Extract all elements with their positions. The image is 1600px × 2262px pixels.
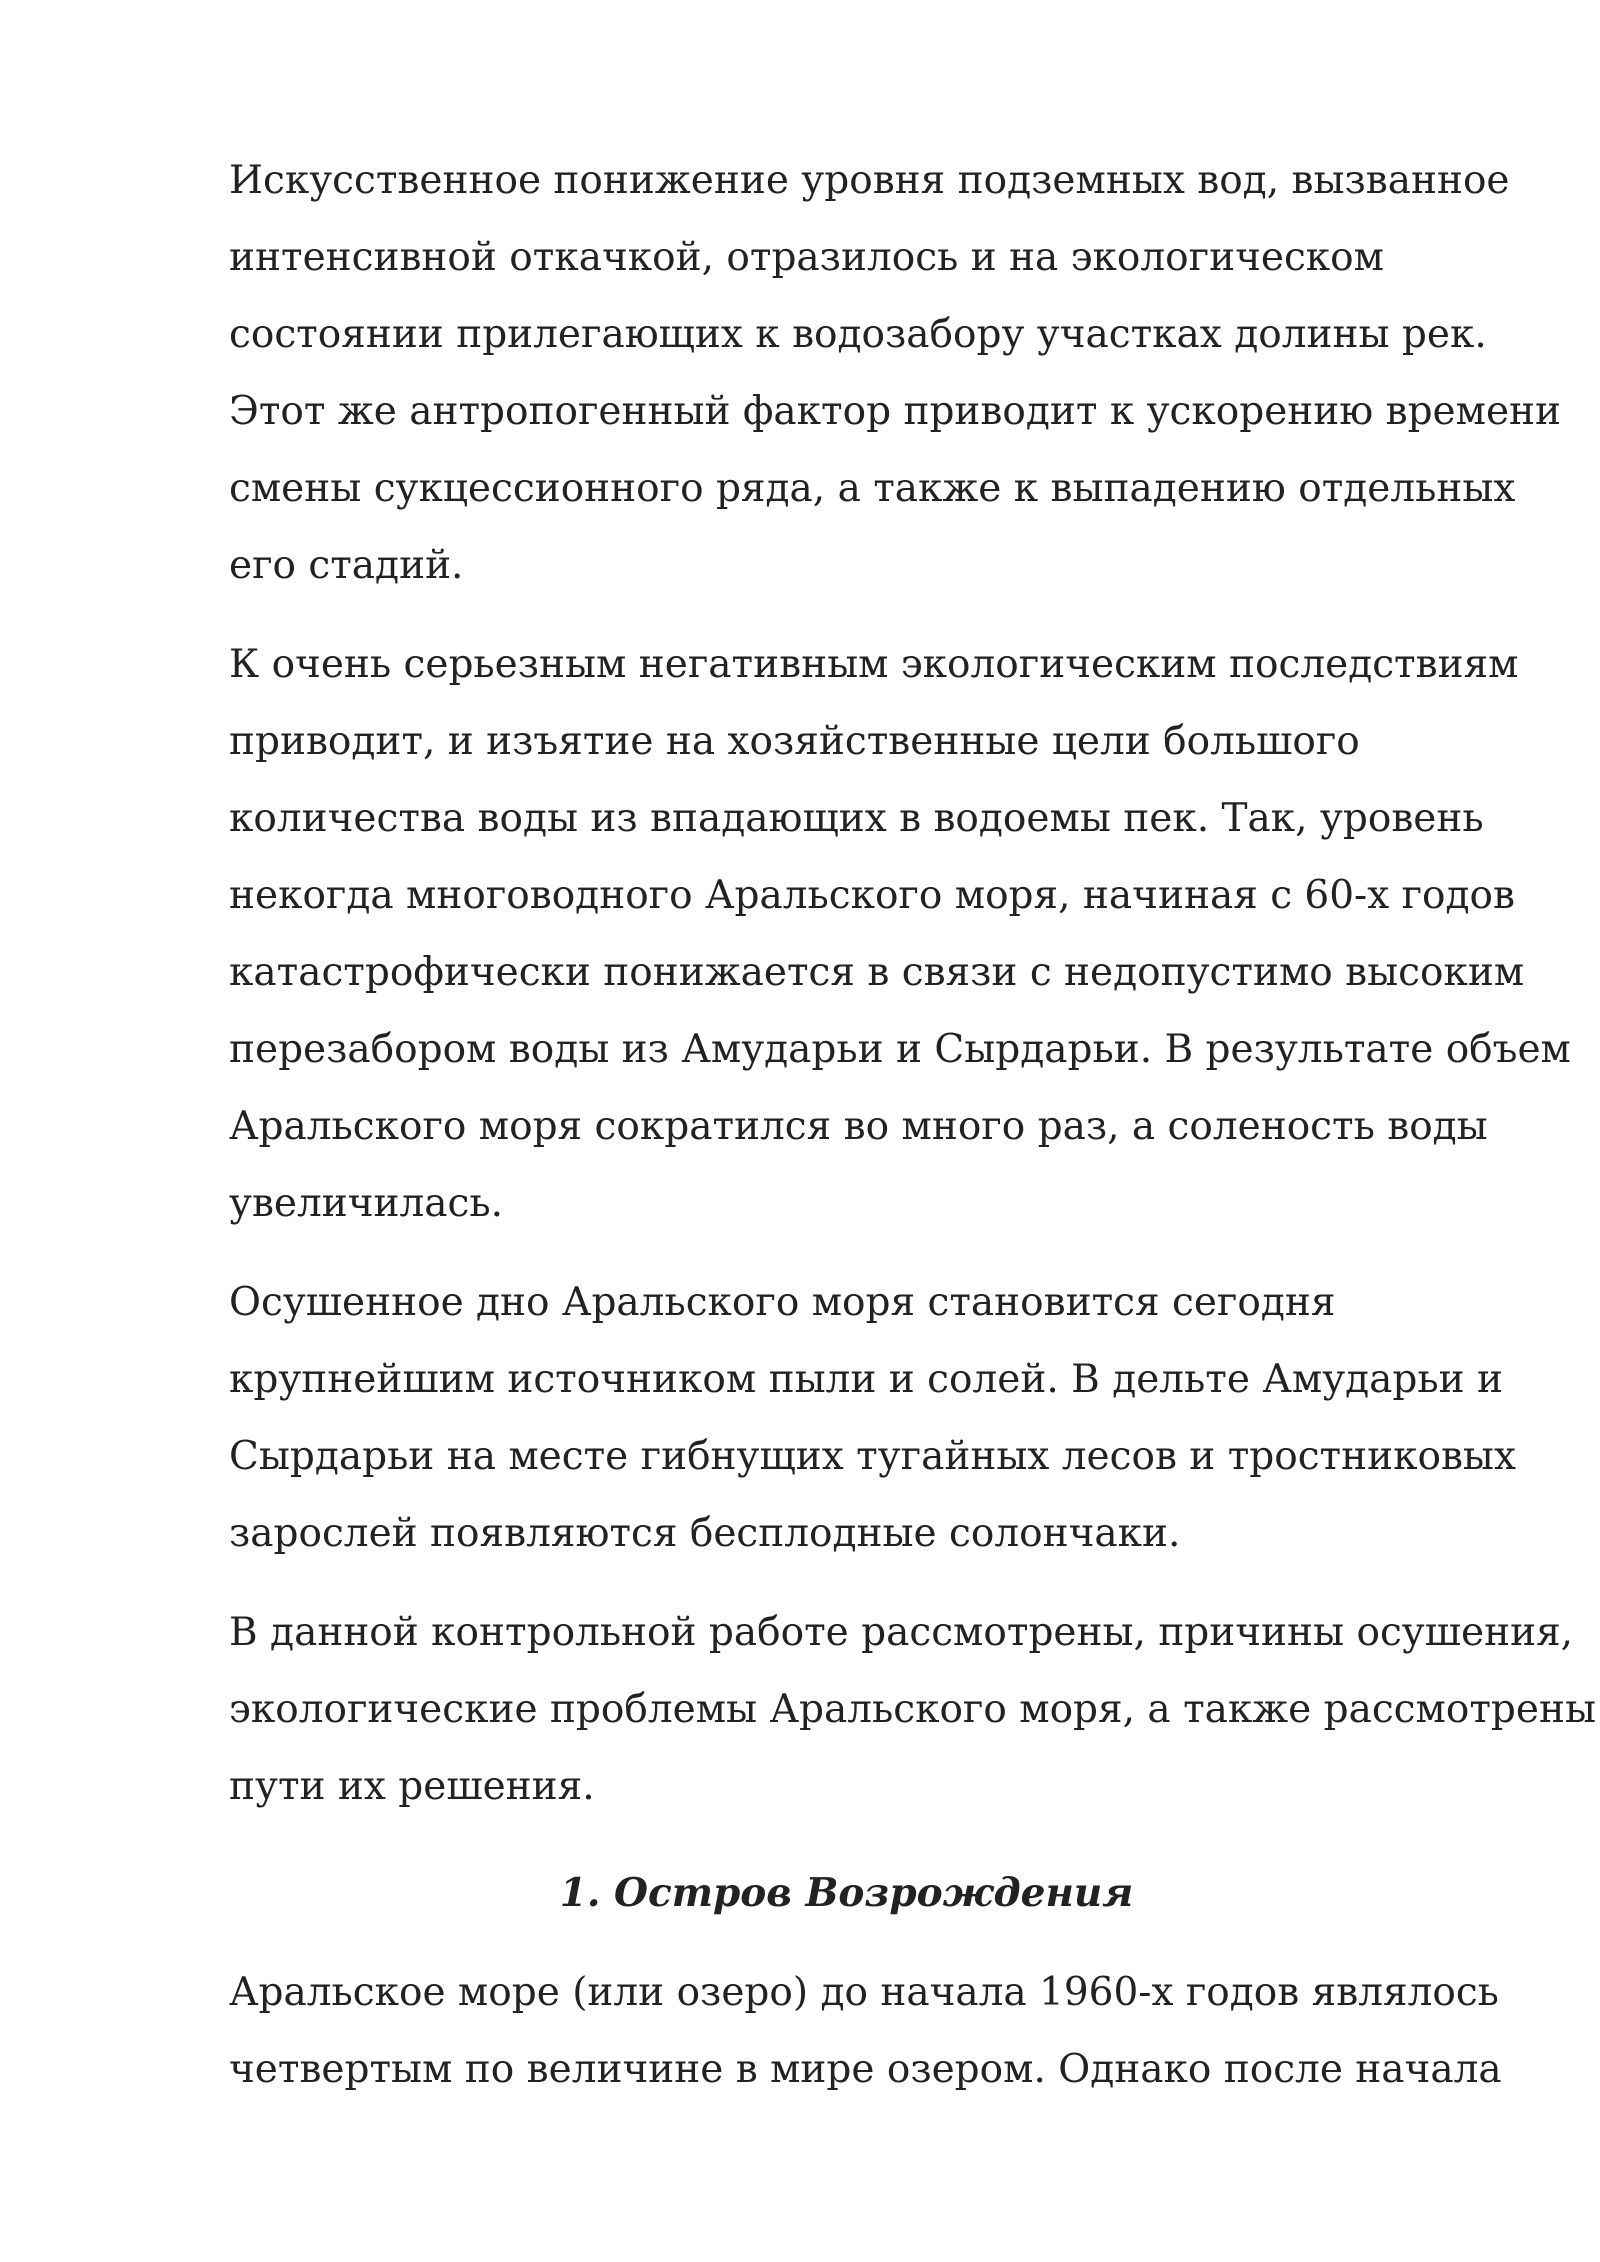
paragraph-4 bbox=[229, 1594, 1596, 1825]
text-line: пути их решения. bbox=[229, 1764, 595, 1809]
text-line: экологические проблемы Аральского моря, а также рассмотрены bbox=[229, 1687, 1596, 1732]
text-line: приводит, и изъятие на хозяйственные цели большого bbox=[229, 719, 1360, 764]
text-line: Сырдарьи на месте гибнущих тугайных лесов и тростниковых bbox=[229, 1434, 1516, 1479]
text-line: Аральского моря сократился во много раз, а соленость воды bbox=[229, 1104, 1488, 1149]
text-line: его стадий. bbox=[229, 543, 464, 588]
text-line: крупнейшим источником пыли и солей. В дельте Амударьи и bbox=[229, 1357, 1504, 1402]
text-line: катастрофически понижается в связи с недопустимо высоким bbox=[229, 950, 1525, 995]
section-heading bbox=[229, 1847, 1519, 1932]
text-line: Аральское море (или озеро) до начала 1960-х годов являлось bbox=[229, 1970, 1499, 2015]
text-line: смены сукцессионного ряда, а также к выпадению отдельных bbox=[229, 466, 1516, 511]
paragraph-3 bbox=[229, 1264, 1519, 1572]
text-line: Этот же антропогенный фактор приводит к ускорению времени bbox=[229, 389, 1562, 434]
text-line: Осушенное дно Аральского моря становится сегодня bbox=[229, 1280, 1336, 1325]
text-line: увеличилась. bbox=[229, 1181, 504, 1226]
text-line: четвертым по величине в мире озером. Однако после начала bbox=[229, 2047, 1502, 2092]
text-line: перезабором воды из Амударьи и Сырдарьи. В результате объем bbox=[229, 1027, 1571, 1072]
document-body bbox=[229, 142, 1596, 2130]
text-line: состоянии прилегающих к водозабору участках долины рек. bbox=[229, 312, 1487, 357]
text-line: количества воды из впадающих в водоемы пек. Так, уровень bbox=[229, 796, 1484, 841]
paragraph-1 bbox=[229, 142, 1562, 604]
text-line: интенсивной откачкой, отразилось и на экологическом bbox=[229, 235, 1384, 280]
text-line: Искусственное понижение уровня подземных вод, вызванное bbox=[229, 158, 1510, 203]
paragraph-2 bbox=[229, 626, 1571, 1242]
text-line: зарослей появляются бесплодные солончаки. bbox=[229, 1511, 1181, 1556]
paragraph-5 bbox=[229, 1954, 1519, 2108]
text-line: В данной контрольной работе рассмотрены, причины осушения, bbox=[229, 1610, 1574, 1655]
text-line: некогда многоводного Аральского моря, начиная с 60-х годов bbox=[229, 873, 1515, 918]
text-line: К очень серьезным негативным экологическим последствиям bbox=[229, 642, 1519, 687]
section-heading-text: 1. Остров Возрождения bbox=[559, 1870, 1134, 1916]
